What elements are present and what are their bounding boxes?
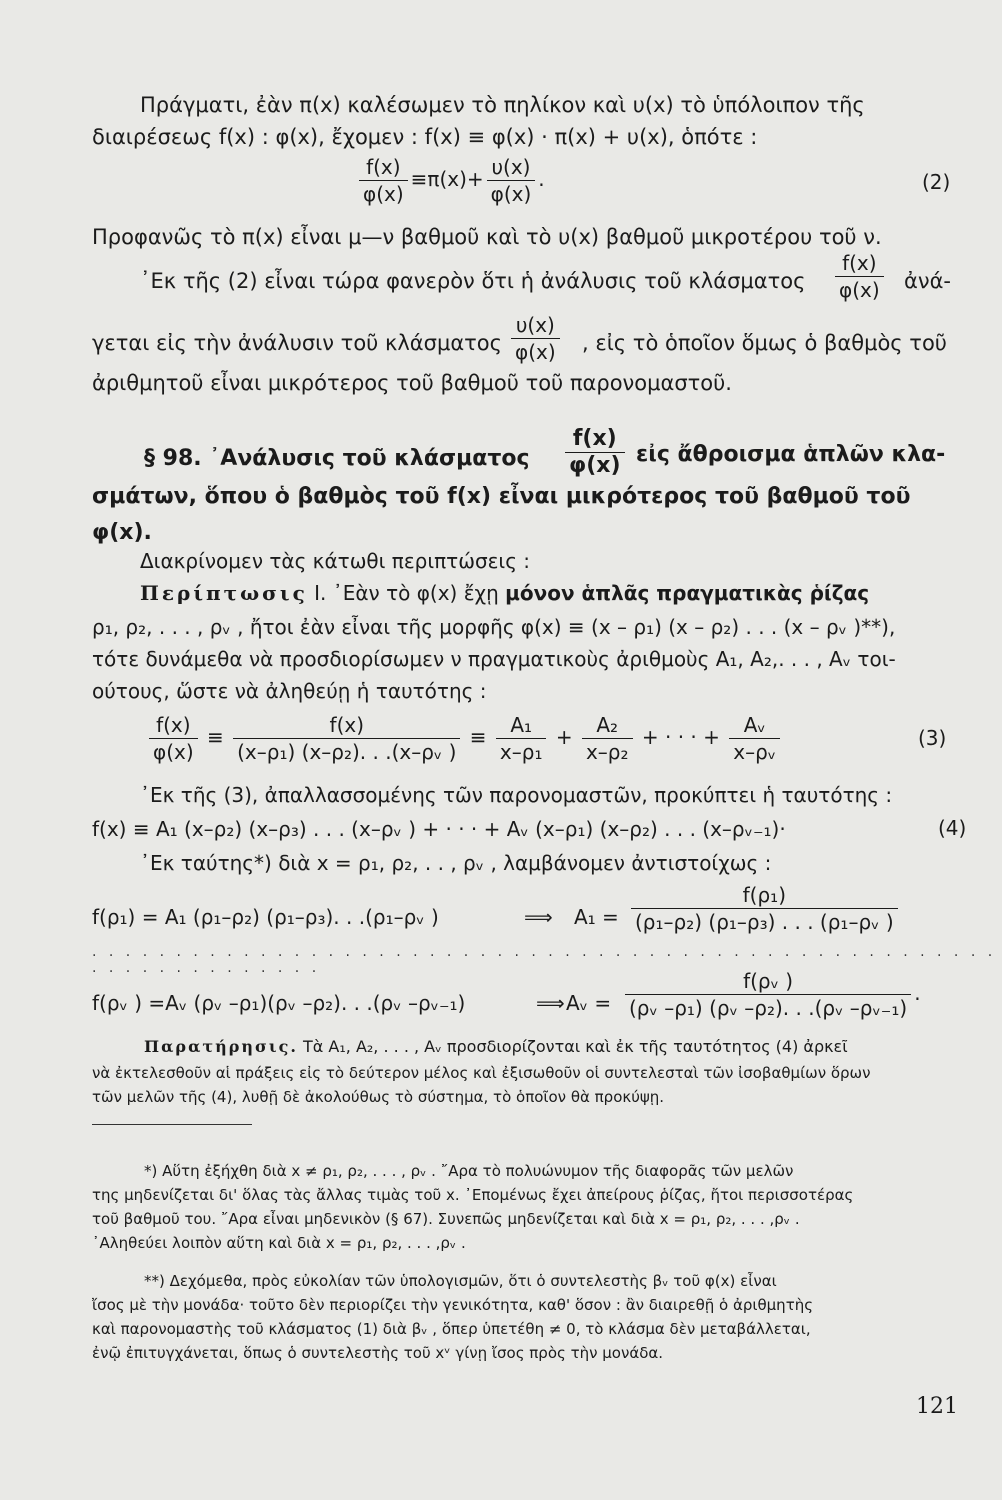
ellipsis-row: . . . . . . . . . . . . . . . . . . . . . . . . . . . . . . . . . . . . . . . . . . . . . . . . . . . . . . . . . . . . . . . . . . . .	[92, 944, 997, 976]
fraction-u-phi: $\frac{\upsilon(x)}{\varphi(x)}$	[508, 312, 563, 365]
equation-4: f(x) ≡ A₁ (x–ρ₂) (x–ρ₃) . . . (x–ρᵥ ) + · · · + Aᵥ (x–ρ₁) (x–ρ₂) . . . (x–ρᵥ₋₁)·	[92, 817, 786, 841]
fraction-f-phi: $\frac{f(x)}{\varphi(x)}$	[832, 250, 887, 303]
text-line-5: γεται εἰς τὴν ἀνάλυσιν τοῦ κλάσματος	[92, 331, 502, 355]
footnote-1-line-1: *) Αὕτη ἐξήχθη διὰ x ≠ ρ₁, ρ₂, . . . , ρᵥ . ῎Αρα τὸ πολυώνυμον τῆς διαφορᾶς τῶν μελῶν	[144, 1162, 794, 1180]
footnote-1-line-3: τοῦ βαθμοῦ του. ῎Αρα εἶναι μηδενικὸν (§ 67). Συνεπῶς μηδενίζεται καὶ διὰ x = ρ₁, ρ₂, . . . ,ρᵥ .	[92, 1210, 800, 1228]
text-line-4: ᾿Εκ τῆς (2) εἶναι τώρα φανερὸν ὅτι ἡ ἀνάλυσις τοῦ κλάσματος	[140, 269, 806, 293]
remark-line-3: τῶν μελῶν τῆς (4), λυθῇ δὲ ἀκολούθως τὸ σύστημα, τὸ ὁποῖον θὰ προκύψῃ.	[92, 1088, 665, 1106]
remark-line-1: Παρατήρησις. Τὰ A₁, A₂, . . . , Aᵥ προσδιορίζονται καὶ ἐκ τῆς ταυτότητος (4) ἀρκεῖ	[144, 1037, 848, 1056]
text-eq3-derive: ᾿Εκ τῆς (3), ἀπαλλασσομένης τῶν παρονομαστῶν, προκύπτει ἡ ταυτότης :	[140, 783, 893, 807]
equation-Av-var: Aᵥ =	[566, 991, 612, 1015]
text-identity-intro: ούτους, ὥστε νὰ ἀληθεύῃ ἡ ταυτότης :	[92, 679, 487, 703]
fraction: $\frac{f(x)}{\varphi(x)}$	[149, 712, 198, 765]
section-heading-suffix: εἰς ἄθροισμα ἁπλῶν κλα-	[636, 442, 946, 467]
footnote-2-line-3: καὶ παρονομαστὴς τοῦ κλάσματος (1) διὰ βᵥ , ὅπερ ὑπετέθη ≠ 0, τὸ κλάσμα δὲν μεταβάλλεται,	[92, 1320, 811, 1338]
equation-A1-fraction: $\frac{\text{f(ρ₁)}}{\text{(ρ₁–ρ₂) (ρ₁–ρ₃) . . . (ρ₁–ρᵥ )}}$	[628, 882, 901, 935]
implies-arrow: ⟹	[536, 991, 565, 1015]
text-line-5b: , εἰς τὸ ὁποῖον ὅμως ὁ βαθμὸς τοῦ	[582, 331, 947, 355]
equation-number: (3)	[918, 726, 947, 750]
equation-Av-fraction: $\frac{\text{f(ρᵥ )}}{\text{(ρᵥ –ρ₁) (ρᵥ –ρ₂). . .(ρᵥ –ρᵥ₋₁)}}$ .	[622, 968, 921, 1021]
equation-number: (4)	[938, 816, 967, 840]
footnote-1-line-4: ᾿Αληθεύει λοιπὸν αὕτη καὶ διὰ x = ρ₁, ρ₂, . . . ,ρᵥ .	[92, 1234, 466, 1252]
case-I-line: Περίπτωσις I. ᾿Εὰν τὸ φ(x) ἔχῃ μόνον ἁπλᾶς πραγματικὰς ῥίζας	[140, 581, 870, 605]
implies-arrow: ⟹	[524, 905, 553, 929]
equation-2: $\frac{f(x)}{\varphi(x)}$ ≡π(x)+ $\frac{\upsilon(x)}{\varphi(x)}$ .	[356, 154, 545, 207]
fraction: $\frac{\text{A₁}}{\text{x–ρ₁}}$	[496, 712, 547, 765]
fraction: $\frac{f(x)}{\text{(x–ρ₁) (x–ρ₂). . .(x–ρᵥ )}}$	[233, 712, 460, 765]
text-line-4b: ἀνά-	[904, 269, 951, 293]
equation-3: $\frac{f(x)}{\varphi(x)}$ ≡ $\frac{f(x)}{\text{(x–ρ₁) (x–ρ₂). . .(x–ρᵥ )}}$ ≡ $\frac{\text{A₁}}{\text{x–ρ₁}}$ + $\frac{\text{A₂}}{\text{x–ρ₂}}$ + · · · + $\frac{\text{Aᵥ}}{\text{x–ρᵥ}}$	[146, 712, 783, 765]
text-line-2: διαιρέσεως f(x) : φ(x), ἔχομεν : f(x) ≡ φ(x) · π(x) + υ(x), ὁπότε :	[92, 125, 758, 149]
fraction: $\frac{f(x)}{\varphi(x)}$	[359, 154, 408, 207]
footnote-rule	[92, 1124, 252, 1125]
fraction: $\frac{\text{A₂}}{\text{x–ρ₂}}$	[582, 712, 633, 765]
text-line-1: Πράγματι, ἐὰν π(x) καλέσωμεν τὸ πηλίκον καὶ υ(x) τὸ ὑπόλοιπον τῆς	[140, 93, 865, 117]
text-line-3: Προφανῶς τὸ π(x) εἶναι μ—ν βαθμοῦ καὶ τὸ υ(x) βαθμοῦ μικροτέρου τοῦ ν.	[92, 225, 882, 249]
footnote-2-line-4: ἐνῷ ἐπιτυγχάνεται, ὅπως ὁ συντελεστὴς τοῦ xᵛ γίνῃ ἴσος πρὸς τὴν μονάδα.	[92, 1344, 664, 1362]
equation-number: (2)	[922, 170, 951, 194]
text-roots-line: ρ₁, ρ₂, . . . , ρᵥ , ἤτοι ἐὰν εἶναι τῆς μορφῆς φ(x) ≡ (x – ρ₁) (x – ρ₂) . . . (x – ρᵥ )**),	[92, 615, 896, 639]
section-fraction: $\frac{f(x)}{\varphi(x)}$	[562, 426, 628, 479]
remark-line-2: νὰ ἐκτελεσθοῦν αἱ πράξεις εἰς τὸ δεύτερον μέλος καὶ ἐξισωθοῦν οἱ συντελεσταὶ τῶν ἰσοβαθμίων ὅρων	[92, 1064, 871, 1082]
fraction: $\frac{\upsilon(x)}{\varphi(x)}$	[487, 154, 536, 207]
equation-A1-var: A₁ =	[574, 905, 619, 929]
section-heading-line3: φ(x).	[92, 520, 152, 545]
footnote-2-line-2: ἴσος μὲ τὴν μονάδα· τοῦτο δὲν περιορίζει τὴν γενικότητα, καθ' ὅσον : ἂν διαιρεθῇ ὁ ἀριθμητὴς	[92, 1296, 814, 1314]
page-number: 121	[916, 1394, 958, 1419]
text-line-6: ἀριθμητοῦ εἶναι μικρότερος τοῦ βαθμοῦ τοῦ παρονομαστοῦ.	[92, 371, 732, 395]
equation-A1-lhs: f(ρ₁) = A₁ (ρ₁–ρ₂) (ρ₁–ρ₃). . .(ρ₁–ρᵥ )	[92, 905, 439, 929]
text-cases-intro: Διακρίνομεν τὰς κάτωθι περιπτώσεις :	[140, 549, 531, 573]
section-heading: § 98. ᾿Ανάλυσις τοῦ κλάσματος	[144, 446, 530, 471]
text-substitute-roots: ᾿Εκ ταύτης*) διὰ x = ρ₁, ρ₂, . . , ρᵥ , λαμβάνομεν ἀντιστοίχως :	[140, 851, 772, 875]
footnote-1-line-2: της μηδενίζεται δι' ὅλας τὰς ἄλλας τιμὰς τοῦ x. ᾿Επομένως ἔχει ἀπείρους ῥίζας, ἤτοι περισσοτέρας	[92, 1186, 854, 1204]
footnote-2-line-1: **) Δεχόμεθα, πρὸς εὐκολίαν τῶν ὑπολογισμῶν, ὅτι ὁ συντελεστὴς βᵥ τοῦ φ(x) εἶναι	[144, 1272, 777, 1290]
section-heading-line2: σμάτων, ὅπου ὁ βαθμὸς τοῦ f(x) εἶναι μικρότερος τοῦ βαθμοῦ τοῦ	[92, 484, 911, 509]
equation-Av-lhs: f(ρᵥ ) =Aᵥ (ρᵥ –ρ₁)(ρᵥ –ρ₂). . .(ρᵥ –ρᵥ₋₁)	[92, 991, 466, 1015]
text-determine-line: τότε δυνάμεθα νὰ προσδιορίσωμεν ν πραγματικοὺς ἀριθμοὺς A₁, A₂,. . . , Aᵥ τοι-	[92, 647, 896, 671]
fraction: $\frac{\text{Aᵥ}}{\text{x–ρᵥ}}$	[729, 712, 780, 765]
